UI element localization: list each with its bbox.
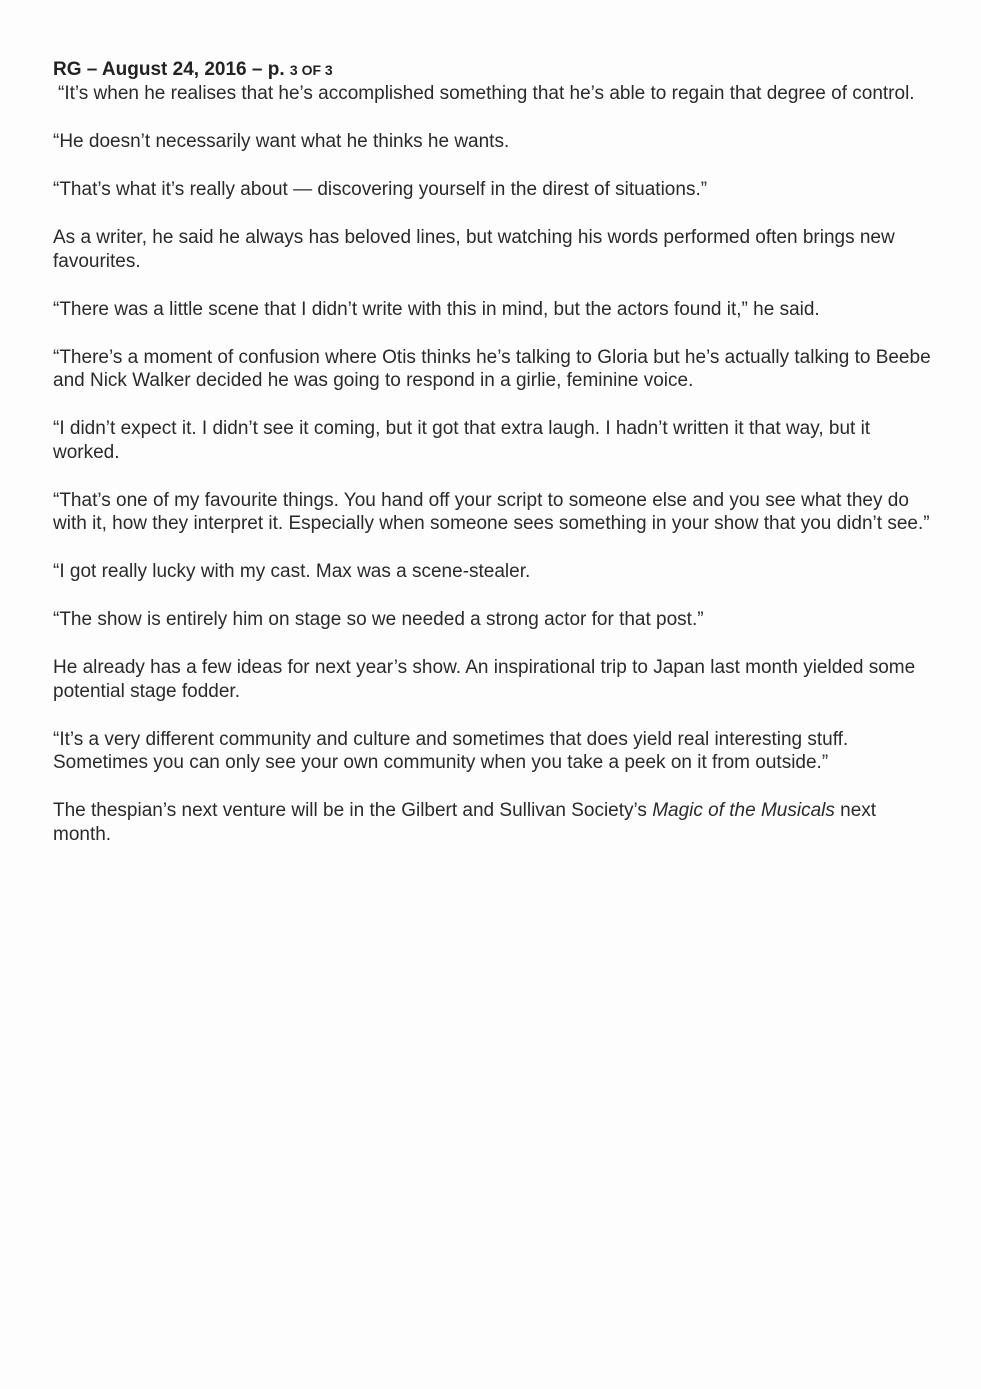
closing-paragraph (53, 799, 933, 846)
article-body (53, 58, 933, 871)
paragraph: “I got really lucky with my cast. Max was a scene-stealer. (53, 561, 531, 582)
paragraph: He already has a few ideas for next year’s show. An inspirational trip to Japan last month yielded some potential stage fodder. (53, 657, 916, 702)
paragraph: “That’s one of my favourite things. You hand off your script to someone else and you see what they do with it, how they interpret it. Especially when someone sees something in your show that you didn’t see.” (53, 489, 930, 534)
paragraph: “There was a little scene that I didn’t write with this in mind, but the actors found it,” he said. (53, 298, 820, 320)
paragraph: “He doesn’t necessarily want what he thinks he wants. (53, 131, 510, 152)
header-main: RG – August 24, 2016 – p. (53, 59, 285, 80)
paragraph: As a writer, he said he always has beloved lines, but watching his words performed often brings new favourites. (53, 227, 895, 272)
paragraph: “That’s what it’s really about — discovering yourself in the direst of situations.” (53, 179, 708, 200)
show-title: Magic of the Musicals (652, 800, 835, 821)
paragraph: “It’s when he realises that he’s accomplished something that he’s able to regain that degree of control. (58, 83, 915, 104)
paragraph: “I didn’t expect it. I didn’t see it coming, but it got that extra laugh. I hadn’t written it that way, but it worked. (53, 418, 871, 463)
page-count: 3 OF 3 (289, 62, 333, 78)
closing-text: The thespian’s next venture will be in the Gilbert and Sullivan Society’s (53, 800, 653, 821)
paragraph: “It’s a very different community and culture and sometimes that does yield real interesting stuff. Sometimes you can only see your own community when you take a peek on it from outside.” (53, 728, 849, 773)
page-header (53, 58, 933, 82)
paragraph: “The show is entirely him on stage so we needed a strong actor for that post.” (53, 609, 704, 630)
closing-text-end: next month. (53, 800, 877, 845)
paragraph: “There’s a moment of confusion where Otis thinks he’s talking to Gloria but he’s actually talking to Beebe and Nick Walker decided he was going to respond in a girlie, feminine voice. (53, 346, 931, 391)
